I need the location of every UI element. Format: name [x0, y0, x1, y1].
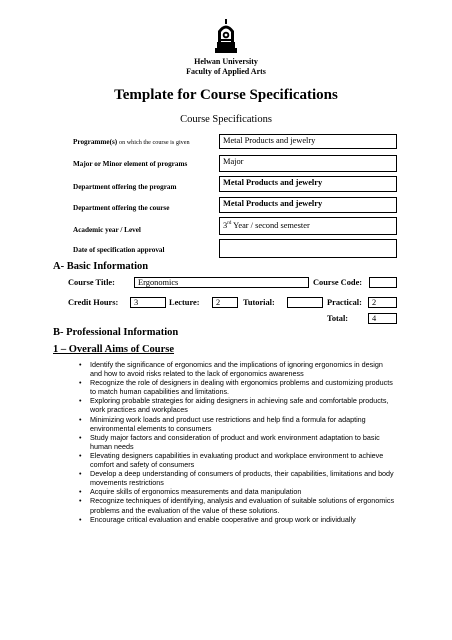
dept-course-field: Metal Products and jewelry — [219, 197, 397, 213]
faculty-name: Faculty of Applied Arts — [186, 67, 266, 76]
credit-hours-label: Credit Hours: — [68, 298, 119, 307]
academic-year-label: Academic year / Level — [73, 226, 141, 234]
list-item: • Minimizing work loads and product use restrictions and help find a formula for adapting environmental elements to consumers — [76, 415, 396, 433]
practical-label: Practical: — [327, 298, 362, 307]
practical-field: 2 — [368, 297, 397, 308]
total-label: Total: — [327, 314, 349, 323]
lecture-label: Lecture: — [169, 298, 200, 307]
approval-date-field — [219, 239, 397, 258]
major-minor-field: Major — [219, 155, 397, 172]
list-item: • Recognize techniques of identifying, analysis and evaluation of suitable solutions of ergonomics problems and the evaluation of the value of these solutions. — [76, 496, 396, 514]
list-item: • Recognize the role of designers in dealing with ergonomics problems and customizing products to match human capabilities and limitations. — [76, 378, 396, 396]
tutorial-label: Tutorial: — [243, 298, 275, 307]
dept-course-label: Department offering the course — [73, 204, 170, 212]
university-logo-icon — [214, 18, 238, 54]
dept-program-field: Metal Products and jewelry — [219, 176, 397, 192]
total-field: 4 — [368, 313, 397, 324]
course-code-label: Course Code: — [313, 278, 363, 287]
lecture-field: 2 — [212, 297, 238, 308]
list-item: • Elevating designers capabilities in evaluating product and workplace environment to achieve comfort and safety of consumers — [76, 451, 396, 469]
list-item: • Identify the significance of ergonomics and the implications of ignoring ergonomics in design and how to avoid risks related to the lack of ergonomics awareness — [76, 360, 396, 378]
programme-field: Metal Products and jewelry — [219, 134, 397, 149]
approval-date-label: Date of specification approval — [73, 246, 165, 254]
course-title-field: Ergonomics — [134, 277, 309, 288]
major-minor-label: Major or Minor element of programs — [73, 160, 188, 168]
page-title: Template for Course Specifications — [114, 87, 338, 103]
academic-year-field: 3rd Year / second semester — [219, 217, 397, 235]
list-item: • Develop a deep understanding of consumers of products, their capabilities, limitations and body movements restrictions — [76, 469, 396, 487]
aims-list — [76, 360, 396, 524]
basic-info-heading: A- Basic Information — [53, 261, 149, 272]
tutorial-field — [287, 297, 323, 308]
list-item: • Exploring probable strategies for aiding designers in achieving safe and comfortable products, work practices and workplaces — [76, 396, 396, 414]
list-item: • Study major factors and consideration of product and work environment adaptation to basic human needs — [76, 433, 396, 451]
course-title-label: Course Title: — [68, 278, 115, 287]
page-subtitle: Course Specifications — [180, 114, 272, 125]
overall-aims-heading: 1 – Overall Aims of Course — [53, 344, 175, 355]
course-code-field — [369, 277, 397, 288]
dept-program-label: Department offering the program — [73, 183, 177, 191]
credit-hours-field: 3 — [130, 297, 166, 308]
list-item: • Acquire skills of ergonomics measurements and data manipulation — [76, 487, 396, 496]
professional-info-heading: B- Professional Information — [53, 327, 179, 338]
university-name: Helwan University — [194, 57, 258, 66]
list-item: • Encourage critical evaluation and enable cooperative and group work or individually — [76, 515, 396, 524]
programme-label: Programme(s) on which the course is given — [73, 138, 190, 146]
